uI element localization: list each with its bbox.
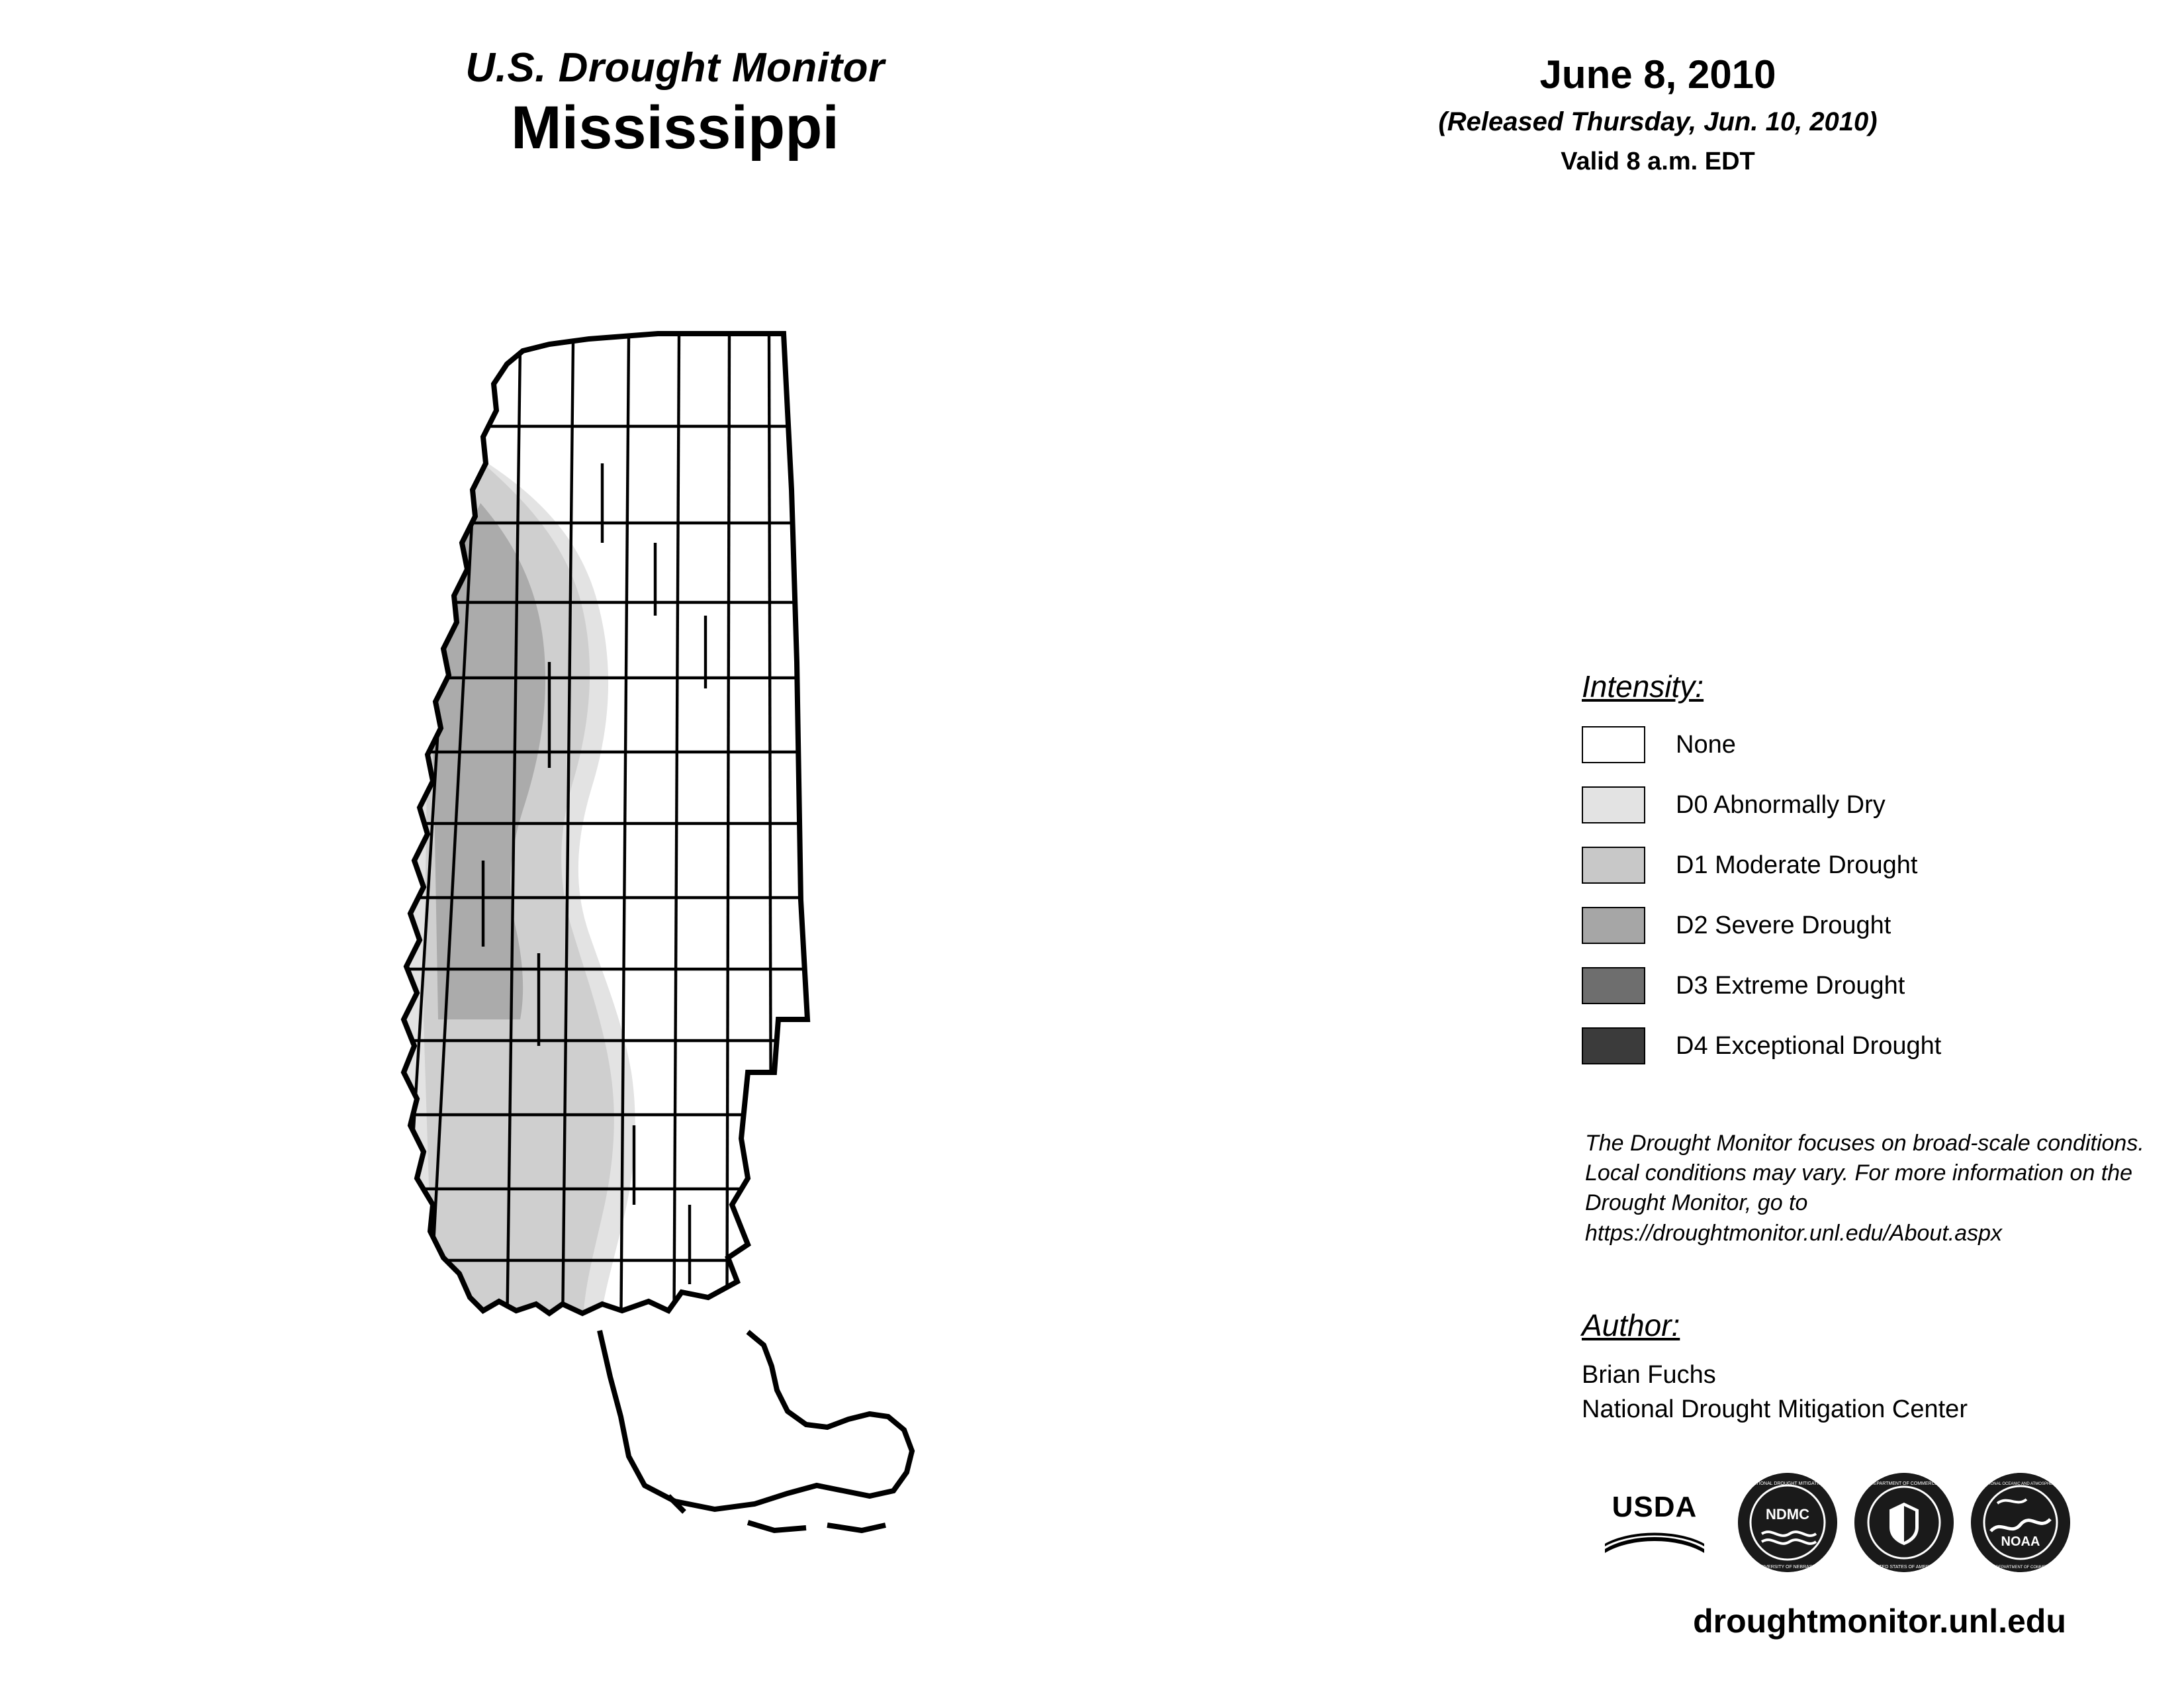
legend-heading: Intensity: xyxy=(1582,669,1704,704)
legend-item-d2 xyxy=(1582,902,2151,949)
legend-item-none xyxy=(1582,722,2151,768)
legend-swatch-d2 xyxy=(1582,907,1645,944)
noaa-logo-graphic xyxy=(1971,1473,2070,1572)
legend-label-d4: D4 Exceptional Drought xyxy=(1676,1031,1942,1060)
svg-text:UNIVERSITY OF NEBRASKA: UNIVERSITY OF NEBRASKA xyxy=(1756,1565,1819,1570)
usdc-logo-graphic xyxy=(1854,1473,1954,1572)
legend-label-none: None xyxy=(1676,730,1736,759)
usda-logo-bars xyxy=(1605,1529,1704,1554)
svg-text:UNITED STATES OF AMERICA: UNITED STATES OF AMERICA xyxy=(1871,1565,1937,1570)
legend-item-d3 xyxy=(1582,962,2151,1009)
legend-swatch-d3 xyxy=(1582,967,1645,1004)
usda-logo-text: USDA xyxy=(1612,1491,1698,1523)
logo-strip xyxy=(1588,1466,2158,1579)
ndmc-logo-graphic xyxy=(1738,1473,1837,1572)
usda-logo xyxy=(1588,1483,1721,1562)
svg-text:NDMC: NDMC xyxy=(1766,1506,1809,1523)
header-title-block xyxy=(311,46,1039,164)
legend-swatch-d0 xyxy=(1582,786,1645,823)
mississippi-drought-map xyxy=(351,331,1244,1622)
map-date: June 8, 2010 xyxy=(1539,52,1776,97)
legend-label-d0: D0 Abnormally Dry xyxy=(1676,790,1886,819)
disclaimer-text: The Drought Monitor focuses on broad-scale conditions. Local conditions may vary. For more information on the Drought Monitor, go to https://droughtmonitor.unl.edu/About.aspx xyxy=(1585,1131,2144,1246)
legend-item-d0 xyxy=(1582,782,2151,828)
footer-url[interactable]: droughtmonitor.unl.edu xyxy=(1693,1603,2066,1640)
legend-swatch-d4 xyxy=(1582,1027,1645,1064)
legend-label-d2: D2 Severe Drought xyxy=(1676,911,1891,939)
svg-text:NOAA: NOAA xyxy=(2001,1534,2040,1549)
map-release-date: (Released Thursday, Jun. 10, 2010) xyxy=(1438,107,1878,136)
svg-text:NATIONAL DROUGHT MITIGATION: NATIONAL DROUGHT MITIGATION xyxy=(1750,1481,1825,1486)
legend-item-d1 xyxy=(1582,842,2151,888)
author-panel xyxy=(1582,1307,2177,1427)
legend-item-d4 xyxy=(1582,1023,2151,1069)
legend-label-d3: D3 Extreme Drought xyxy=(1676,971,1905,1000)
usdc-logo xyxy=(1854,1473,1954,1572)
gulf-coast-outline xyxy=(600,1331,912,1530)
page-title-state: Mississippi xyxy=(511,94,839,162)
map-valid-time: Valid 8 a.m. EDT xyxy=(1561,148,1755,175)
header-date-block xyxy=(1324,53,1992,176)
legend-label-d1: D1 Moderate Drought xyxy=(1676,851,1918,879)
author-affiliation: National Drought Mitigation Center xyxy=(1582,1395,1968,1424)
legend-swatch-d1 xyxy=(1582,847,1645,884)
author-name: Brian Fuchs xyxy=(1582,1361,1716,1389)
svg-text:NATIONAL OCEANIC AND ATMOSPHER: NATIONAL OCEANIC AND ATMOSPHERIC xyxy=(1981,1482,2060,1486)
author-heading: Author: xyxy=(1582,1308,1680,1342)
noaa-logo xyxy=(1971,1473,2070,1572)
svg-text:DEPARTMENT OF COMMERCE: DEPARTMENT OF COMMERCE xyxy=(1870,1481,1938,1486)
svg-text:U.S. DEPARTMENT OF COMMERCE: U.S. DEPARTMENT OF COMMERCE xyxy=(1987,1566,2054,1570)
page-title-line-1: U.S. Drought Monitor xyxy=(465,45,885,91)
ndmc-logo xyxy=(1738,1473,1837,1572)
legend-swatch-none xyxy=(1582,726,1645,763)
legend-panel xyxy=(1582,669,2151,1083)
